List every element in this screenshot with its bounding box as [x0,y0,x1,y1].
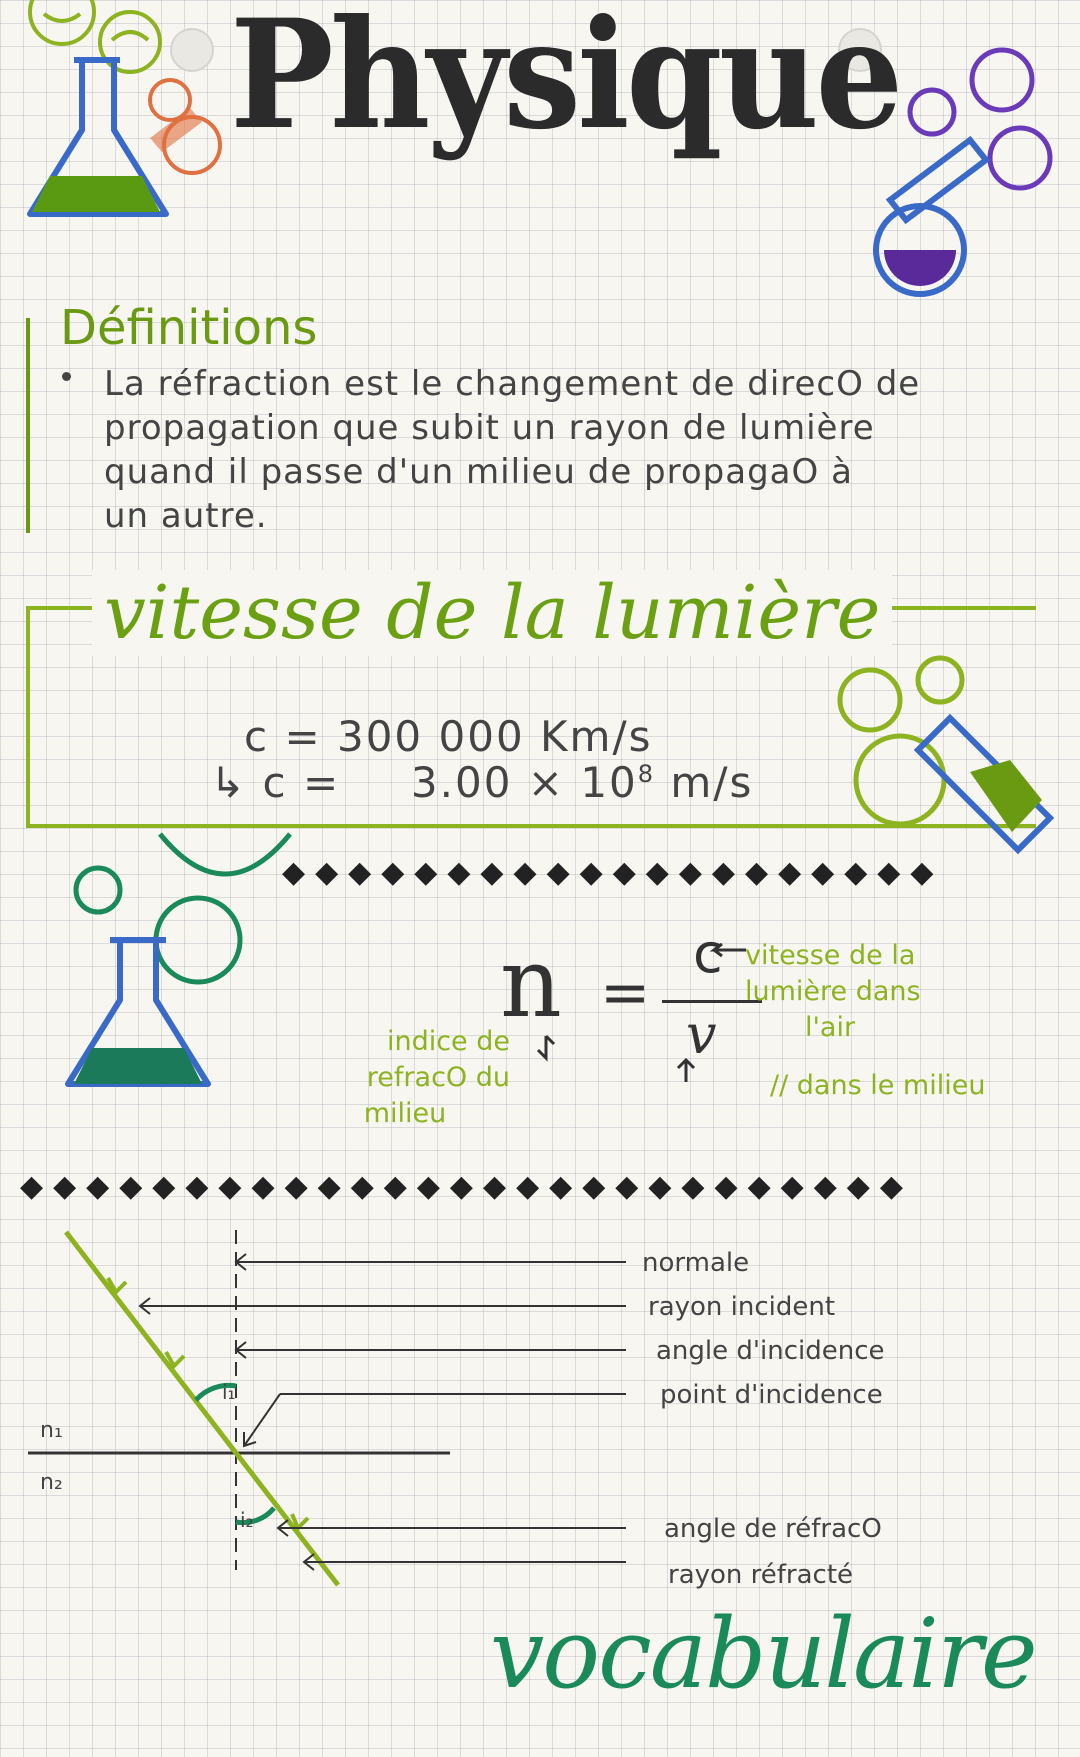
n-annotation-line: milieu [363,1098,447,1129]
c-annotation-line: vitesse de la [745,940,916,971]
definition-line: propagation que subit un rayon de lumière [104,408,875,448]
label-incidence-angle: angle d'incidence [656,1336,885,1366]
c-annotation-line: lumière dans [745,976,921,1007]
formula-numerator: c [693,922,723,985]
bullet-dot [62,372,71,381]
speed-prefix: ↳ c = [210,758,341,807]
speed-exponent: 8 [637,760,656,788]
label-incident-ray: rayon incident [648,1292,836,1322]
c-annotation [745,938,1045,1046]
refractive-index-symbol: n [500,927,562,1039]
vocabulary-heading: vocabulaire [490,1598,1036,1710]
speed-value: 3.00 × 10 [410,758,638,807]
formula-denominator: v [686,1003,717,1066]
c-annotation-line: l'air [805,1012,856,1043]
angle-i2-label: i₂ [240,1508,254,1532]
page-title: Physique [230,0,900,163]
test-tube-icon [830,650,1070,860]
n-annotation-line: indice de [386,1026,510,1057]
definition-text [104,362,1044,538]
heart-divider-2: ◆◆◆◆◆◆◆◆◆◆◆◆◆◆◆◆◆◆◆◆◆◆◆◆◆◆◆ [20,1169,913,1204]
heart-divider-1: ◆◆◆◆◆◆◆◆◆◆◆◆◆◆◆◆◆◆◆◆ [282,855,944,890]
n-annotation [300,1024,510,1132]
label-normale: normale [642,1248,750,1278]
label-refraction-angle: angle de réfracO [664,1514,882,1544]
definition-line: quand il passe d'un milieu de propagaO à [104,452,853,492]
medium-n2-label: n₂ [40,1470,63,1495]
flask-green-icon [0,0,240,240]
flask-teal-icon [50,860,250,1110]
speed-line-ms [210,758,753,807]
speed-line-km: c = 300 000 Km/s [244,712,653,761]
flask-purple-icon [870,40,1080,300]
medium-n1-label: n₁ [40,1418,63,1443]
formula-equals: = [600,958,651,1028]
speed-unit: m/s [670,758,754,807]
n-annotation-line: refracO du [366,1062,510,1093]
definitions-heading: Définitions [60,300,318,356]
label-incidence-point: point d'incidence [660,1380,883,1410]
label-refracted-ray: rayon réfracté [668,1560,854,1590]
speed-of-light-heading: vitesse de la lumière [92,570,892,656]
c-arrow [708,940,748,960]
definitions-side-bar [26,318,30,533]
definition-line: un autre. [104,496,268,536]
formula-arrows [530,1030,730,1090]
definition-line: La réfraction est le changement de direcO de [104,364,921,404]
v-annotation: // dans le milieu [770,1070,986,1101]
angle-i1-label: i₁ [222,1380,236,1404]
refraction-diagram [0,1210,660,1590]
